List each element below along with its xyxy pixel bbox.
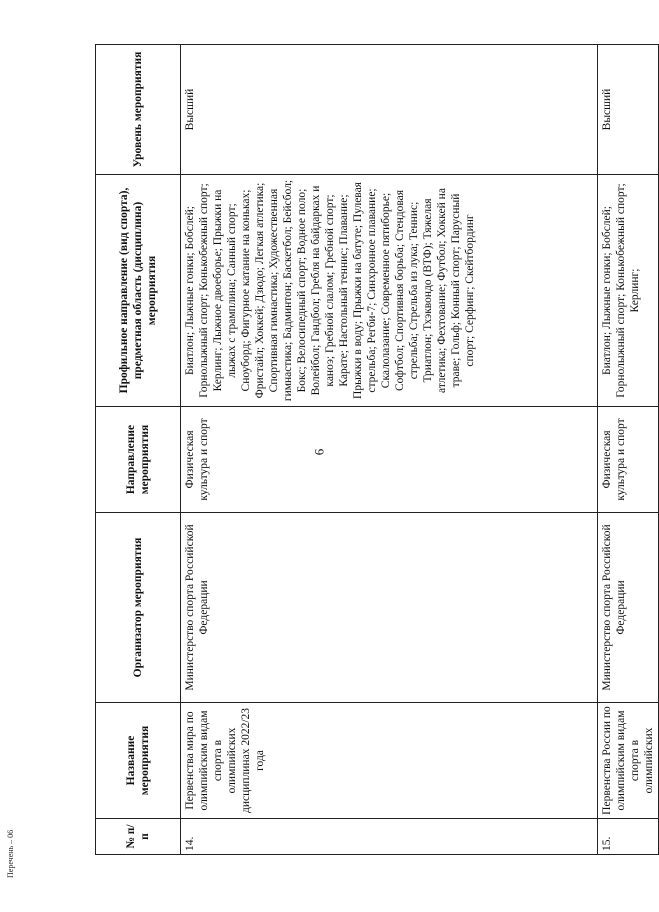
footer-note: Перечень – 06 [6,829,15,878]
event-direction: Физическая культура и спорт [181,407,598,513]
event-organizer: Министерство спорта Российской Федерации [598,513,659,703]
table-row [598,45,659,855]
event-name: Первенства России по олимпийским видам спорта в олимпийских [598,703,659,819]
table-header-row [96,45,181,855]
row-number: 15. [598,819,659,855]
page-number: 6 [311,448,327,456]
header-name: Название мероприятия [96,703,181,819]
event-direction: Физическая культура и спорт [598,407,659,513]
event-name: Первенства мира по олимпийским видам спорта в олимпийских дисциплинах 2022/23 года [181,703,598,819]
header-profile: Профильное направление (вид спорта), предметная область (дисциплина) мероприятия [96,175,181,407]
header-direction: Направление мероприятия [96,407,181,513]
event-profile: Биатлон; Лыжные гонки; Бобслей; Горнолыжный спорт; Конькобежный спорт; Керлинг; [598,175,659,407]
event-level: Высший [598,45,659,175]
event-profile: Биатлон; Лыжные гонки; Бобслей; Горнолыжный спорт; Конькобежный спорт; Керлинг; Лыжное двоеборье; Прыжки на лыжах с трамплина; Санный спорт; Сноуборд; Фигурное катание на коньках; Фристайл; Хоккей; Дзюдо; Легкая атлетика; Спортивная гимнастика; Художественная гимнастика; Бадминтон; Баскетбол; Бейсбол; Бокс; Велосипедный спорт; Водное поло; Волейбол; Гандбол; Гребля на байдарках и каноэ; Гребной слалом; Гребной спорт; Карате; Настольный теннис; Плавание; Прыжки в воду; Прыжки на батуте; Пулевая стрельба; Регби-7; Синхронное плавание; Скалолазание; Современное пятиборье; Софтбол; Спортивная борьба; Стендовая стрельба; Стрельба из лука; Теннис; Триатлон; Тхэквондо (ВТФ); Тяжелая атлетика; Фехтование; Футбол; Хоккей на траве; Гольф; Конный спорт; Парусный спорт; Серфинг; Скейтбординг [181,175,598,407]
header-level: Уровень мероприятия [96,45,181,175]
event-organizer: Министерство спорта Российской Федерации [181,513,598,703]
events-table [95,44,659,855]
rotated-table-container [95,45,656,855]
header-organizer: Организатор мероприятия [96,513,181,703]
header-num: № п/п [96,819,181,855]
row-number: 14. [181,819,598,855]
event-level: Высший [181,45,598,175]
table-row [181,45,598,855]
